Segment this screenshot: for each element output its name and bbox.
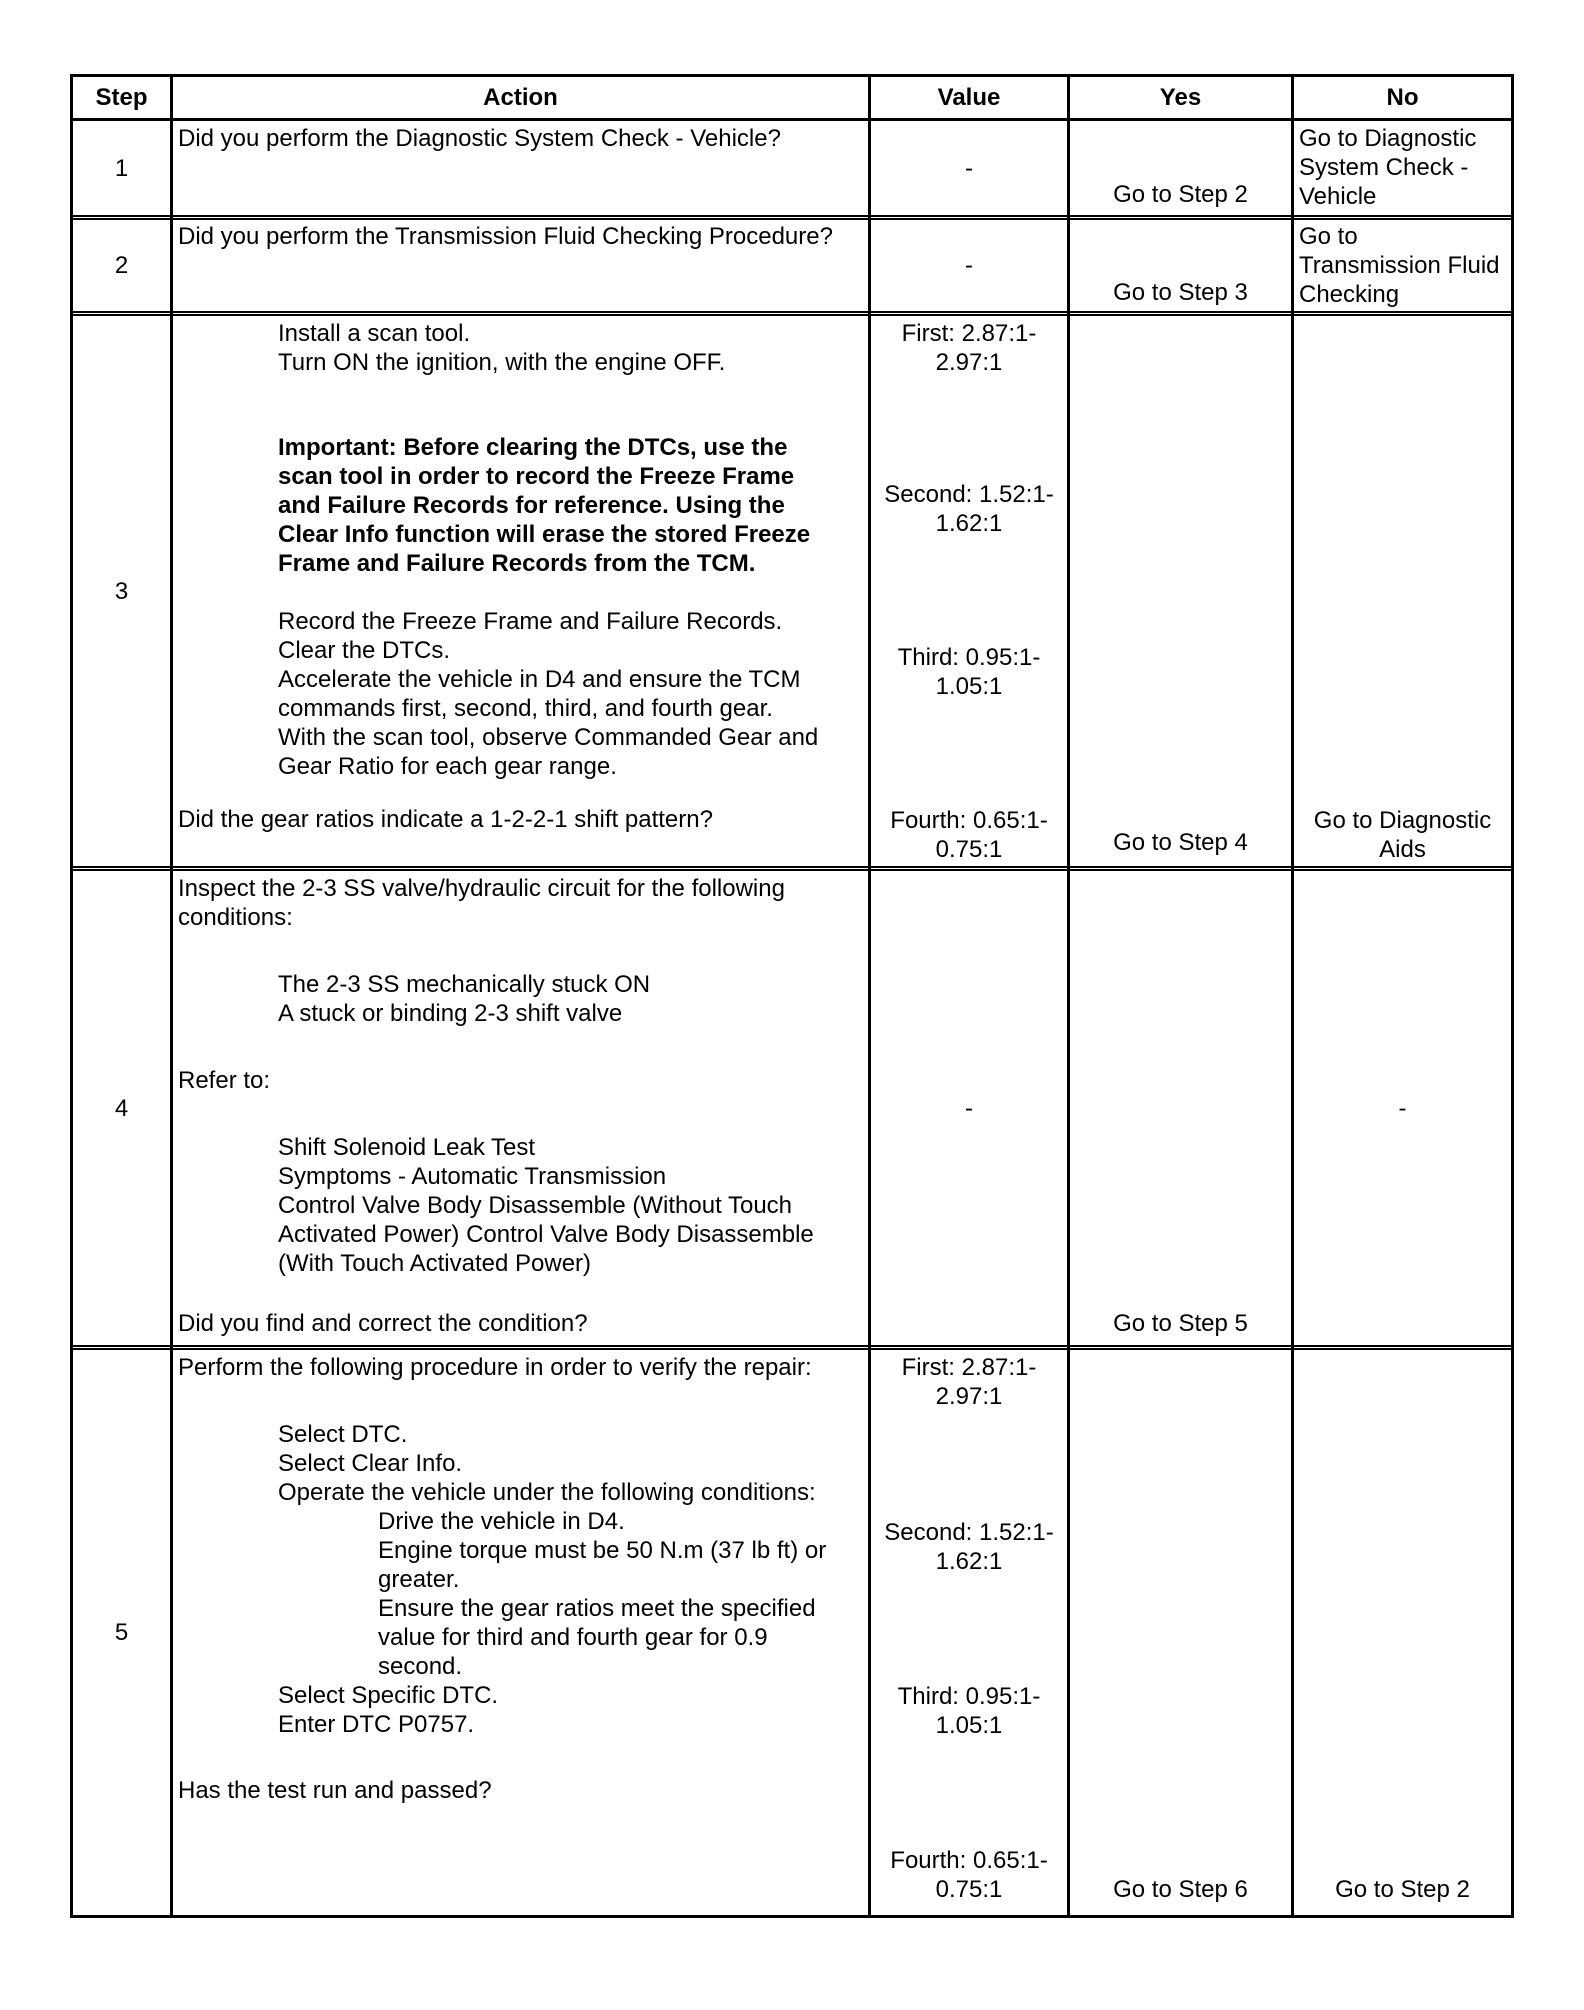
header-yes: Yes	[1159, 83, 1202, 111]
table-row	[73, 316, 1511, 866]
diagnostic-table	[70, 74, 1514, 1918]
no-text: -	[1398, 1094, 1407, 1122]
header-action: Action	[483, 83, 558, 111]
action-text: Inspect the 2-3 SS valve/hydraulic circuit for the following conditions: The 2-3 SS mechanically stuck ON A stuck or binding 2-3 shift valve Refer to: Shift Solenoid Leak Test Symptoms - Automatic Transmission Control Valve Body Disassemble (Without Touch Activated Power) Control Valve Body Disassemble (With Touch Activated Power)	[178, 875, 814, 1277]
gear-ratio-first: First: 2.87:1- 2.97:1	[901, 1354, 1037, 1410]
gear-ratio-third: Third: 0.95:1- 1.05:1	[897, 1683, 1041, 1739]
action-text: Install a scan tool. Turn ON the ignition, with the engine OFF. Important: Before clearing the DTCs, use the scan tool in order to record the Freeze Frame and Failure Records for reference. Using the Clear Info function will erase the stored Freeze Frame and Failure Records from the TCM. Record the Freeze Frame and Failure Records. Clear the DTCs. Accelerate the vehicle in D4 and ensure the TCM commands first, second, third, and fourth gear. With the scan tool, observe Commanded Gear and Gear Ratio for each gear range.	[178, 319, 863, 781]
table-header	[73, 77, 1511, 121]
action-text: Perform the following procedure in order to verify the repair: Select DTC. Select Clear Info. Operate the vehicle under the following conditions: Drive the vehicle in D4. Engine torque must be 50 N.m (37 lb ft) or greater. Ensure the gear ratios meet the specified value for third and fourth gear for 0.9 second. Select Specific DTC. Enter DTC P0757. Has the test run and passed?	[178, 1354, 827, 1804]
gear-ratio-fourth: Fourth: 0.65:1- 0.75:1	[890, 1847, 1048, 1903]
yes-text: Go to Step 4	[1113, 829, 1248, 856]
step-number: 1	[114, 154, 129, 182]
no-text: Go to Step 2	[1335, 1876, 1470, 1903]
gear-ratio-second: Second: 1.52:1- 1.62:1	[884, 1519, 1054, 1575]
header-value: Value	[937, 83, 1001, 111]
value-text: -	[965, 252, 973, 279]
gear-ratio-first: First: 2.87:1- 2.97:1	[901, 320, 1037, 376]
question-text: Did you find and correct the condition?	[178, 1310, 588, 1337]
value-text: -	[965, 1094, 973, 1122]
value-text: -	[965, 154, 973, 182]
table-row	[73, 220, 1511, 311]
question-text: Did the gear ratios indicate a 1-2-2-1 shift pattern?	[178, 806, 713, 833]
table-row	[73, 1350, 1511, 1915]
action-text: Did you perform the Transmission Fluid Checking Procedure?	[178, 223, 833, 250]
yes-text: Go to Step 5	[1113, 1310, 1248, 1337]
important-note: Important: Before clearing the DTCs, use the scan tool in order to record the Freeze Frame and Failure Records for reference. Using the Clear Info function will erase the stored Freeze Frame and Failure Records from the TCM.	[278, 434, 811, 577]
no-text: Go to Transmission Fluid Checking	[1299, 223, 1500, 308]
header-no: No	[1386, 83, 1419, 111]
gear-ratio-second: Second: 1.52:1- 1.62:1	[884, 481, 1054, 537]
yes-text: Go to Step 2	[1113, 181, 1248, 208]
gear-ratio-third: Third: 0.95:1- 1.05:1	[897, 644, 1041, 700]
no-text: Go to Diagnostic Aids	[1313, 807, 1492, 863]
action-text: Did you perform the Diagnostic System Check - Vehicle?	[178, 125, 781, 152]
table-row	[73, 121, 1511, 215]
gear-ratio-fourth: Fourth: 0.65:1- 0.75:1	[890, 807, 1048, 863]
yes-text: Go to Step 6	[1113, 1876, 1248, 1903]
yes-text: Go to Step 3	[1113, 279, 1248, 306]
step-number: 2	[114, 252, 129, 279]
step-number: 3	[114, 577, 129, 605]
step-number: 5	[114, 1619, 129, 1646]
header-step: Step	[95, 83, 148, 111]
no-text: Go to Diagnostic System Check - Vehicle	[1299, 125, 1477, 210]
step-number: 4	[114, 1094, 129, 1122]
table-row	[73, 871, 1511, 1345]
